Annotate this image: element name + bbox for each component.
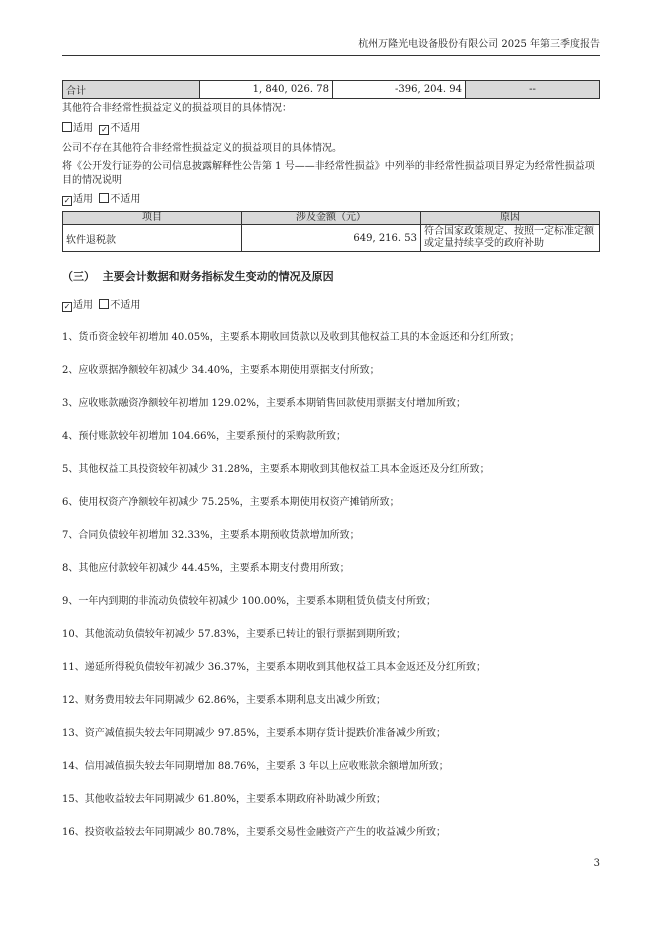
total-value-current: 1, 840, 026. 78 [200,81,333,99]
applicable-label: 适用 [73,300,93,311]
list-item: 5、其他权益工具投资较年初减少 31.28%，主要系本期收到其他权益工具本金返还及分红所致； [62,464,490,475]
checkbox-unchecked-icon[interactable] [62,122,72,132]
other-items-statement: 公司不存在其他符合非经常性损益定义的损益项目的具体情况。 [62,143,342,154]
not-applicable-label: 不适用 [110,194,141,205]
checkbox-unchecked-icon[interactable] [99,299,109,309]
total-value-ytd: -396, 204. 94 [333,81,466,99]
list-item: 8、其他应付款较年初减少 44.45%，主要系本期支付费用所致； [62,563,350,574]
total-table [62,80,600,99]
list-item: 16、投资收益较去年同期减少 80.78%，主要系交易性金融资产产生的收益减少所致； [62,827,447,838]
checkbox-checked-icon[interactable]: ✓ [63,302,71,311]
list-item: 7、合同负债较年初增加 32.33%，主要系本期预收货款增加所致； [62,530,360,541]
list-item: 14、信用减值损失较去年同期增加 88.76%，主要系 3 年以上应收账款余额增加所致； [62,761,449,772]
checkbox-unchecked-icon[interactable] [99,193,109,203]
reclass-intro: 将《公开发行证券的公司信息披露解释性公告第 1 号——非经常性损益》中列举的非经常性损益项目界定为经常性损益项目的情况说明 [62,161,595,186]
section3-checkboxes [62,299,600,313]
column-header: 项目 [63,212,242,225]
list-item: 6、使用权资产净额较年初减少 75.25%，主要系本期使用权资产摊销所致； [62,497,400,508]
list-item: 10、其他流动负债较年初减少 57.83%，主要系已转让的银行票据到期所致； [62,629,407,640]
reclass-reason: 符合国家政策规定、按照一定标准定额或定量持续享受的政府补助 [421,225,600,252]
list-item: 1、货币资金较年初增加 40.05%，主要系本期收回货款以及收到其他权益工具的本金返还和分红所致； [62,332,520,343]
not-applicable-label: 不适用 [110,123,141,134]
column-header: 涉及金额（元） [242,212,421,225]
checkbox-checked-icon[interactable]: ✓ [63,196,71,205]
list-item: 13、资产减值损失较去年同期减少 97.85%，主要系本期存货计提跌价准备减少所致； [62,728,447,739]
report-header [62,38,600,56]
table-header-row [63,212,600,225]
reclass-checkboxes [62,193,600,207]
page-number: 3 [593,858,600,869]
reclass-amount: 649, 216. 53 [242,225,421,252]
list-item: 4、预付账款较年初增加 104.66%，主要系预付的采购款所致； [62,431,347,442]
table-row [63,81,600,99]
other-items-checkboxes [62,122,600,136]
list-item: 11、递延所得税负债较年初减少 36.37%，主要系本期收到其他权益工具本金返还及分红所致； [62,662,487,673]
report-title: 杭州万隆光电设备股份有限公司 2025 年第三季度报告 [358,39,600,50]
section-heading [62,268,600,284]
other-items-intro: 其他符合非经常性损益定义的损益项目的具体情况： [62,103,292,114]
reclass-table [62,211,600,252]
total-value-note: -- [466,81,600,99]
list-item: 12、财务费用较去年同期减少 62.86%，主要系本期利息支出减少所致； [62,695,387,706]
applicable-label: 适用 [73,194,93,205]
table-row [63,225,600,252]
total-label: 合计 [63,81,200,99]
not-applicable-label: 不适用 [110,300,141,311]
reclass-item: 软件退税款 [63,225,242,252]
list-item: 9、一年内到期的非流动负债较年初减少 100.00%，主要系本期租赁负债支付所致； [62,596,437,607]
list-item: 15、其他收益较去年同期减少 61.80%，主要系本期政府补助减少所致； [62,794,387,805]
applicable-label: 适用 [73,123,93,134]
list-item: 2、应收票据净额较年初减少 34.40%，主要系本期使用票据支付所致； [62,365,380,376]
section-title: 主要会计数据和财务指标发生变动的情况及原因 [102,270,334,283]
checkbox-checked-icon[interactable]: ✓ [101,125,108,134]
list-item: 3、应收账款融资净额较年初增加 129.02%，主要系本期销售回款使用票据支付增加所致； [62,398,467,409]
section-number: （三） [62,270,95,283]
column-header: 原因 [421,212,600,225]
